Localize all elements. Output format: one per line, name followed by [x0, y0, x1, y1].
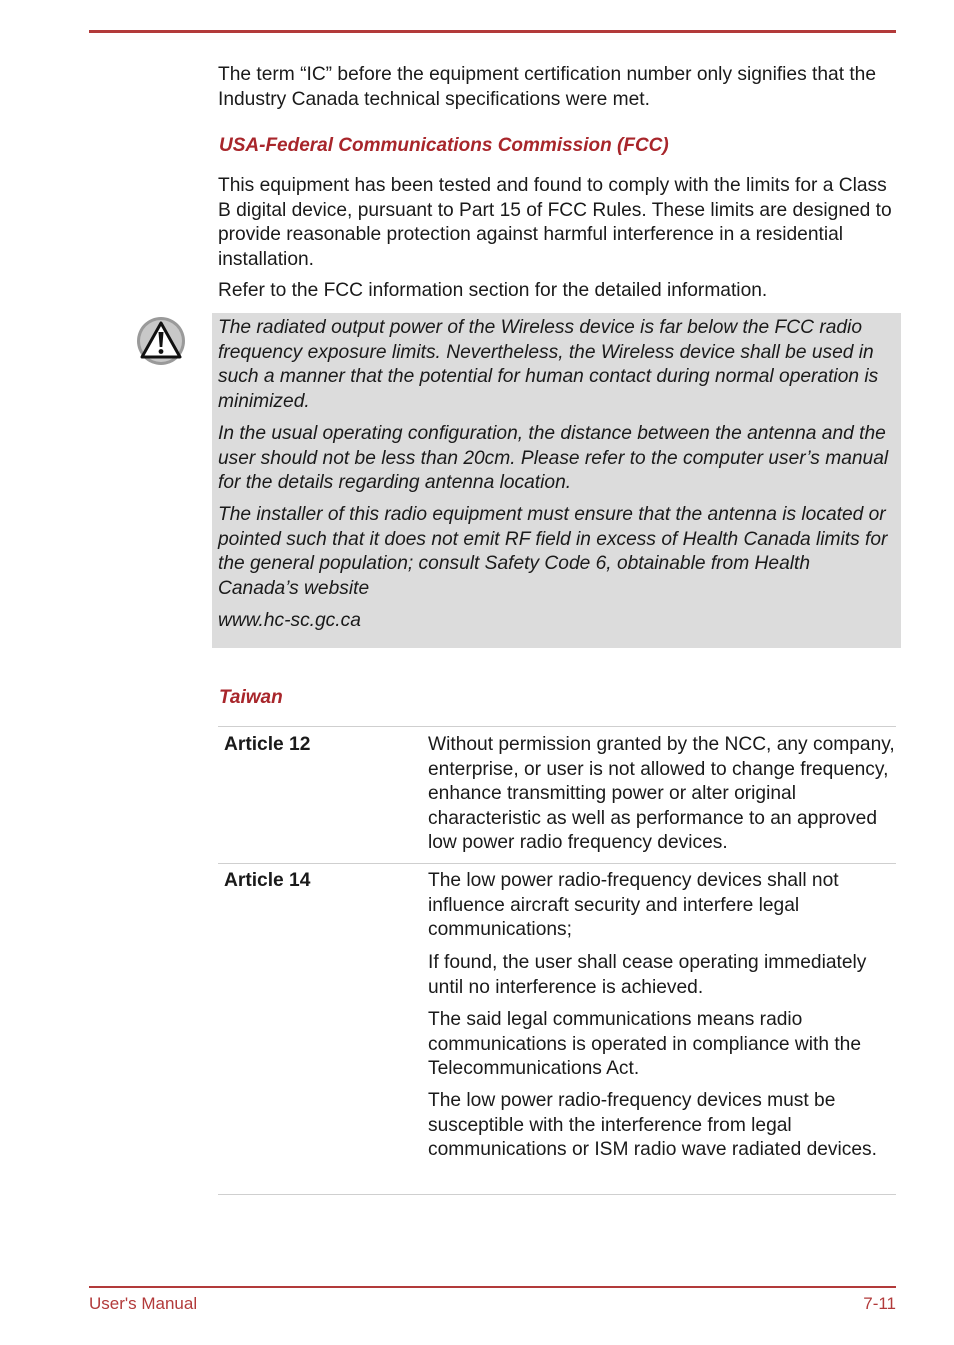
fcc-paragraph-2: Refer to the FCC information section for the detailed information. [218, 280, 768, 301]
article-14-label: Article 14 [224, 870, 311, 891]
table-divider [218, 863, 896, 864]
article-12-text: Without permission granted by the NCC, any company, enterprise, or user is not allowed to change frequency, enhance transmitting power or alter original characteristic as well as performance to an approved low power radio frequency devices. [428, 734, 895, 853]
warning-paragraph-1: The radiated output power of the Wireless device is far below the FCC radio frequency exposure limits. Nevertheless, the Wireless device shall be used in such a manner that the potential for human contact during normal operation is minimized. [218, 317, 879, 412]
article-14-text-1: The low power radio-frequency devices shall not influence aircraft security and interfere legal communications; [428, 870, 839, 940]
warning-paragraph-2: In the usual operating configuration, the distance between the antenna and the user should not be less than 20cm. Please refer to the computer user’s manual for the details regarding antenna location. [218, 423, 889, 493]
warning-website: www.hc-sc.gc.ca [218, 610, 361, 631]
footer-manual-title: User's Manual [89, 1294, 198, 1313]
article-12-label: Article 12 [224, 734, 311, 755]
header-rule [89, 30, 896, 33]
article-14-text-2: If found, the user shall cease operating immediately until no interference is achieved. [428, 952, 867, 998]
fcc-heading: USA-Federal Communications Commission (FCC) [219, 135, 669, 156]
warning-paragraph-3: The installer of this radio equipment must ensure that the antenna is located or pointed such that it does not emit RF field in excess of Health Canada limits for the general population; consult Safety Code 6, obtainable from Health Canada’s website [218, 504, 888, 599]
article-14-text-3: The said legal communications means radio communications is operated in compliance with the Telecommunications Act. [428, 1009, 862, 1079]
ic-paragraph: The term “IC” before the equipment certification number only signifies that the Industry Canada technical specifications were met. [218, 64, 877, 110]
fcc-paragraph-1: This equipment has been tested and found to comply with the limits for a Class B digital device, pursuant to Part 15 of FCC Rules. These limits are designed to provide reasonable protection against harmful interference in a residential installation. [218, 175, 892, 270]
table-divider [218, 726, 896, 727]
page-number: 7-11 [863, 1294, 896, 1313]
footer-rule [89, 1286, 896, 1288]
taiwan-heading: Taiwan [219, 687, 283, 708]
article-14-text-4: The low power radio-frequency devices must be susceptible with the interference from legal communications or ISM radio wave radiated devices. [428, 1090, 877, 1160]
table-divider [218, 1194, 896, 1195]
warning-triangle-icon [136, 316, 186, 366]
